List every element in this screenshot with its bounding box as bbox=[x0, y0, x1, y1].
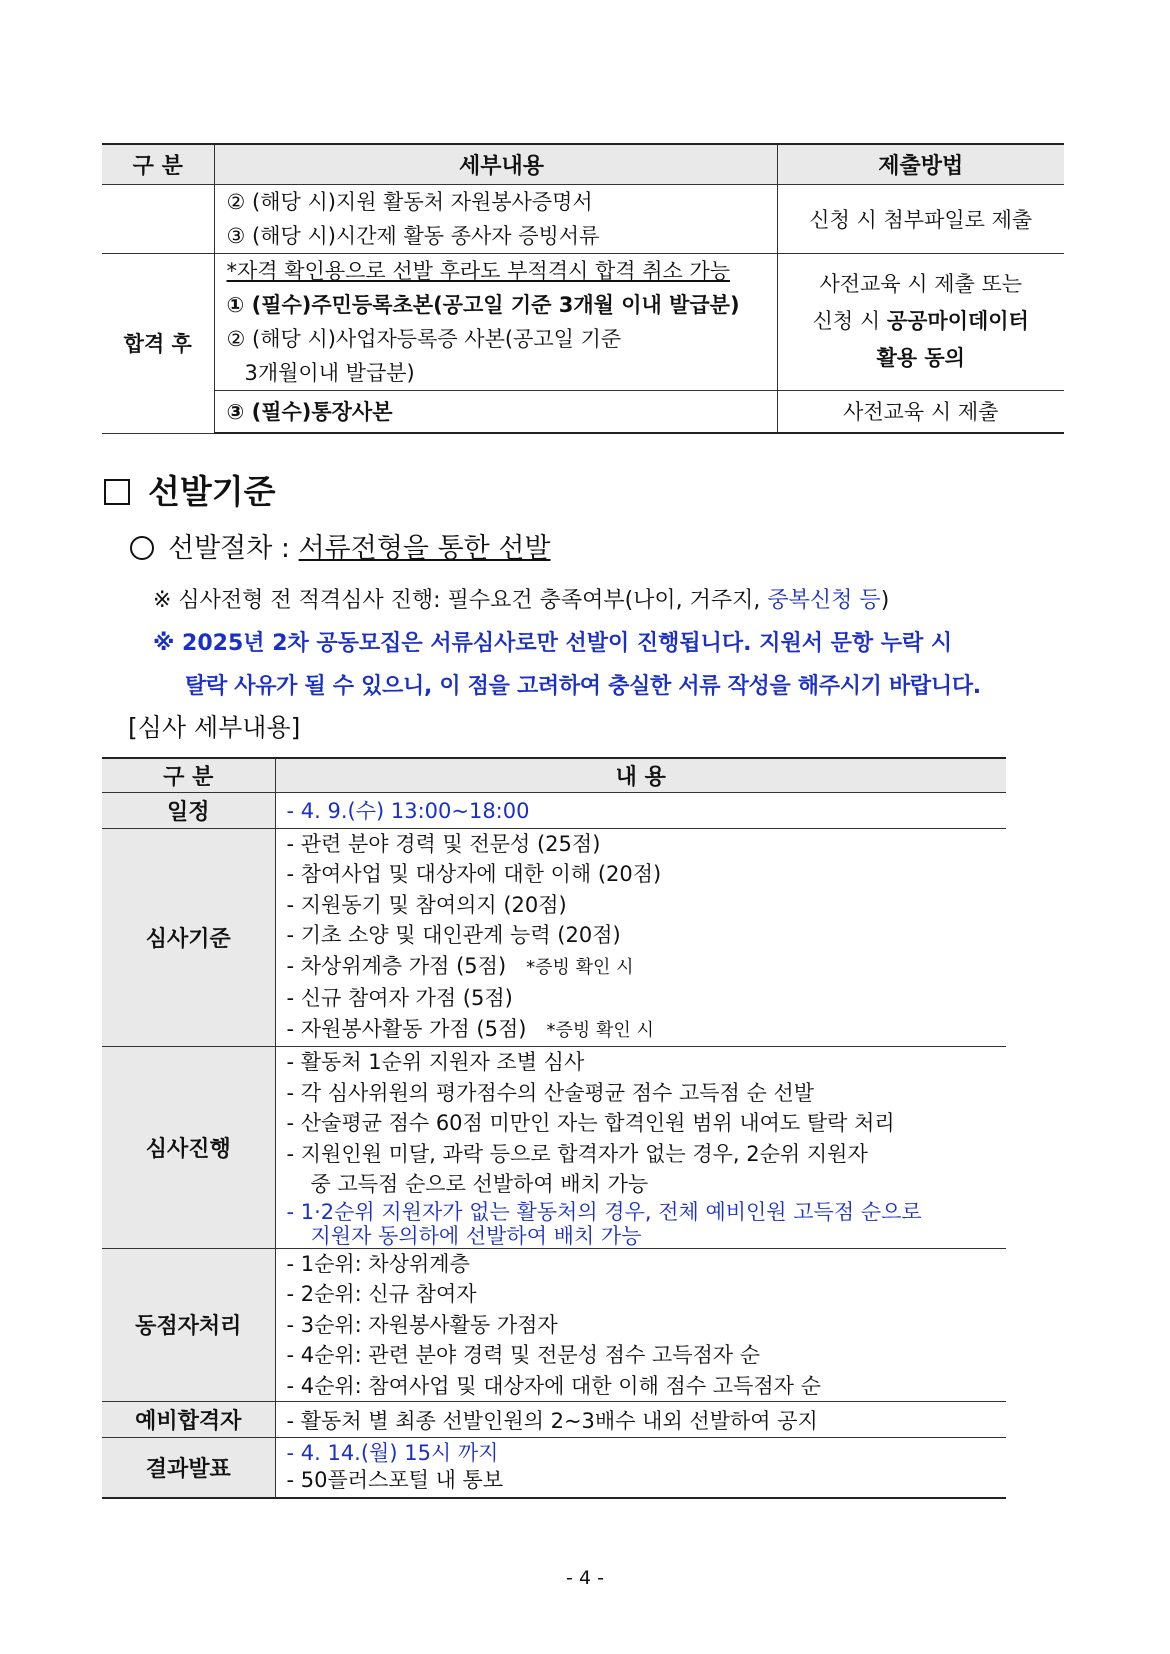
list-item-blue: 지원자 동의하에 선발하여 배치 가능 bbox=[310, 1223, 642, 1248]
note-text: ※ 심사전형 전 적격심사 진행: 필수요건 충족여부(나이, 거주지, bbox=[153, 588, 768, 613]
checkbox-square-icon bbox=[104, 479, 130, 505]
list-item-text: - 차상위계층 가점 (5점) bbox=[286, 953, 507, 978]
detail-line: ② (해당 시)사업자등록증 사본(공고일 기준 bbox=[226, 326, 622, 351]
proof-note: *증빙 확인 시 bbox=[526, 956, 634, 978]
header-category: 구 분 bbox=[102, 758, 275, 792]
list-item: - 지원동기 및 참여의지 (20점) bbox=[286, 892, 567, 917]
list-item: - 4순위: 참여사업 및 대상자에 대한 이해 점수 고득점자 순 bbox=[286, 1373, 821, 1398]
table-row bbox=[102, 253, 1064, 390]
row-label: 동점자처리 bbox=[102, 1248, 275, 1402]
header-content: 내 용 bbox=[275, 758, 1006, 792]
note-blue-text: 중복신청 등 bbox=[767, 588, 881, 613]
note-text: ) bbox=[880, 588, 890, 613]
table-header-row bbox=[102, 758, 1006, 792]
method-cell: 사전교육 시 제출 bbox=[777, 390, 1064, 433]
reserve-value: - 활동처 별 최종 선발인원의 2~3배수 내외 선발하여 공지 bbox=[275, 1402, 1006, 1438]
list-item: - 지원인원 미달, 과락 등으로 합격자가 없는 경우, 2순위 지원자 bbox=[286, 1141, 868, 1166]
list-item: - 50플러스포털 내 통보 bbox=[286, 1468, 504, 1493]
row-label: 예비합격자 bbox=[102, 1402, 275, 1438]
details-cell bbox=[214, 184, 777, 253]
page-number: - 4 - bbox=[566, 1567, 604, 1589]
list-item: - 참여사업 및 대상자에 대한 이해 (20점) bbox=[286, 862, 662, 886]
table-row bbox=[102, 1248, 1006, 1402]
table-row bbox=[102, 792, 1006, 828]
list-item: - 기초 소양 및 대인관계 능력 (20점) bbox=[286, 923, 621, 947]
details-cell: ③ (필수)통장사본 bbox=[214, 390, 777, 433]
review-detail-table bbox=[102, 757, 1006, 1499]
list-item: - 각 심사위원의 평가점수의 산술평균 점수 고득점 순 선발 bbox=[286, 1080, 815, 1105]
result-list bbox=[275, 1438, 1006, 1498]
method-bold: 공공마이데이터 bbox=[886, 309, 1029, 333]
row-label: 결과발표 bbox=[102, 1438, 275, 1498]
details-cell bbox=[214, 253, 777, 390]
header-details: 세부내용 bbox=[214, 144, 777, 184]
procedure-value: 서류전형을 통한 선발 bbox=[298, 533, 551, 564]
list-item: - 3순위: 자원봉사활동 가점자 bbox=[286, 1312, 558, 1337]
method-plain: 신청 시 bbox=[812, 309, 887, 333]
list-item-blue: - 1·2순위 지원자가 없는 활동처의 경우, 전체 예비인원 고득점 순으로 bbox=[286, 1199, 922, 1224]
method-line: 사전교육 시 제출 또는 bbox=[819, 272, 1023, 296]
circle-bullet-icon bbox=[130, 536, 154, 560]
procedure-label: 선발절차 : bbox=[168, 533, 299, 564]
list-item: - 신규 참여자 가점 (5점) bbox=[286, 986, 513, 1010]
list-item-blue: - 4. 14.(월) 15시 까지 bbox=[286, 1441, 499, 1466]
table-row bbox=[102, 1402, 1006, 1438]
table-row bbox=[102, 1438, 1006, 1498]
method-line bbox=[778, 303, 1065, 340]
header-category: 구 분 bbox=[102, 144, 214, 184]
list-item: - 활동처 1순위 지원자 조별 심사 bbox=[286, 1050, 585, 1074]
table-row bbox=[102, 184, 1064, 253]
schedule-value: - 4. 9.(수) 13:00~18:00 bbox=[275, 792, 1006, 828]
list-item: - 2순위: 신규 참여자 bbox=[286, 1282, 477, 1306]
review-detail-heading: [심사 세부내용] bbox=[128, 713, 301, 742]
method-cell: 신청 시 첨부파일로 제출 bbox=[777, 184, 1064, 253]
category-cell bbox=[102, 184, 214, 253]
detail-line: ② (해당 시)지원 활동처 자원봉사증명서 bbox=[226, 189, 593, 214]
eligibility-note bbox=[153, 583, 889, 614]
tie-list bbox=[275, 1248, 1006, 1402]
list-item: - 1순위: 차상위계층 bbox=[286, 1251, 470, 1276]
detail-line: ③ (해당 시)시간제 활동 종사자 증빙서류 bbox=[226, 223, 600, 248]
section-title-text: 선발기준 bbox=[148, 472, 276, 511]
table-row bbox=[102, 390, 1064, 433]
proof-note: *증빙 확인 시 bbox=[546, 1019, 654, 1041]
method-cell bbox=[777, 253, 1064, 390]
selection-procedure bbox=[130, 526, 551, 565]
row-label: 일정 bbox=[102, 792, 275, 828]
list-item: - 관련 분야 경력 및 전문성 (25점) bbox=[286, 831, 601, 856]
header-method: 제출방법 bbox=[777, 144, 1064, 184]
list-item: - 4순위: 관련 분야 경력 및 전문성 점수 고득점자 순 bbox=[286, 1343, 761, 1367]
row-label: 심사기준 bbox=[102, 828, 275, 1047]
table-header-row bbox=[102, 144, 1064, 184]
document-review-note-cont: 탈락 사유가 될 수 있으니, 이 점을 고려하여 충실한 서류 작성을 해주시기 바랍니다. bbox=[185, 674, 981, 699]
process-list bbox=[275, 1047, 1006, 1249]
list-item bbox=[287, 1014, 1007, 1047]
document-review-note: ※ 2025년 2차 공동모집은 서류심사로만 선발이 진행됩니다. 지원서 문항 누락 시 bbox=[153, 631, 953, 656]
section-title bbox=[104, 466, 276, 513]
disqualify-note: *자격 확인용으로 선발 후라도 부적격시 합격 취소 가능 bbox=[226, 258, 731, 283]
submission-documents-table bbox=[102, 143, 1064, 434]
method-line: 활용 동의 bbox=[876, 346, 965, 370]
list-item: 중 고득점 순으로 선발하여 배치 가능 bbox=[310, 1172, 649, 1196]
detail-line: ① (필수)주민등록초본(공고일 기준 3개월 이내 발급분) bbox=[226, 292, 740, 317]
table-row bbox=[102, 1047, 1006, 1249]
criteria-list bbox=[275, 828, 1006, 1047]
list-item-text: - 자원봉사활동 가점 (5점) bbox=[286, 1016, 527, 1041]
list-item bbox=[287, 951, 1007, 984]
after-pass-label: 합격 후 bbox=[102, 253, 214, 433]
table-row bbox=[102, 828, 1006, 1047]
detail-line: 3개월이내 발급분) bbox=[244, 360, 415, 385]
row-label: 심사진행 bbox=[102, 1047, 275, 1249]
list-item: - 산술평균 점수 60점 미만인 자는 합격인원 범위 내여도 탈락 처리 bbox=[286, 1111, 895, 1135]
